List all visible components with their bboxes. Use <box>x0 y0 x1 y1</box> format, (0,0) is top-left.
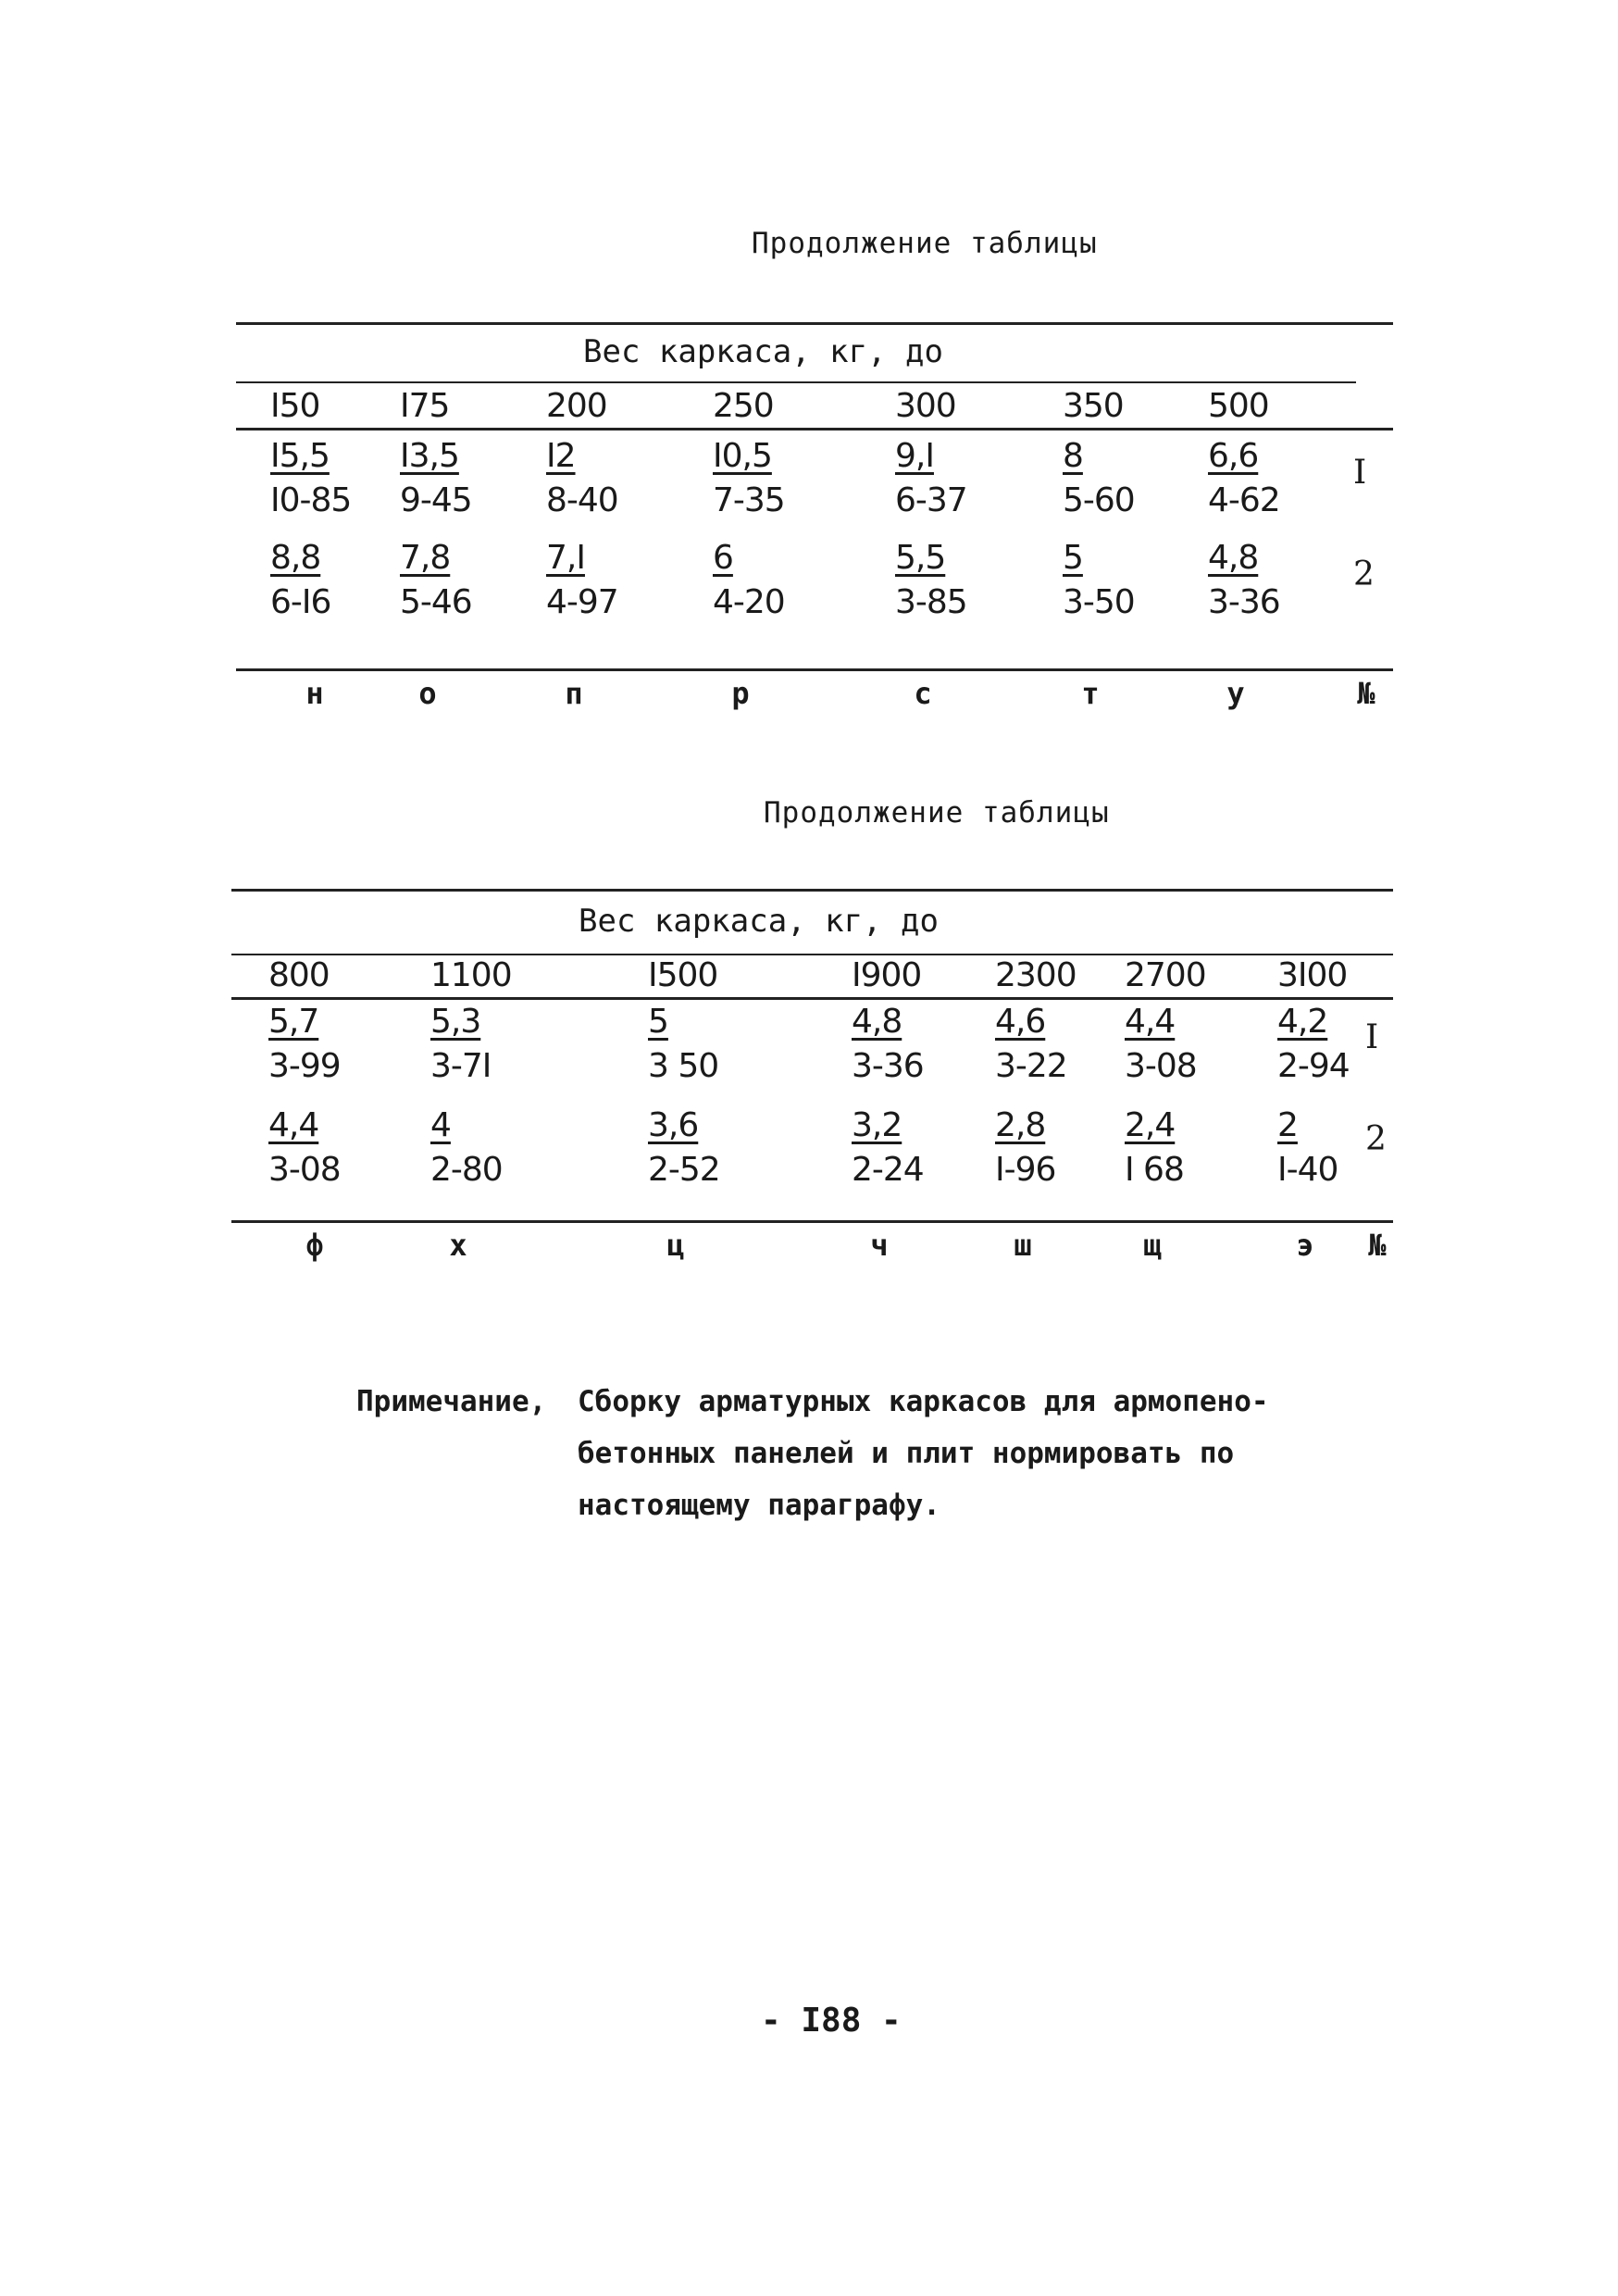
norm-value-top: 2 <box>1277 1106 1298 1144</box>
norm-value-bottom: 4-20 <box>713 583 785 621</box>
table2-bottom-rule <box>231 1220 1393 1223</box>
norm-value-top: 2,4 <box>1125 1106 1176 1144</box>
norm-value-bottom: 3-50 <box>1063 583 1135 621</box>
norm-value-bottom: 8-40 <box>546 481 618 519</box>
norm-value-bottom: 2-52 <box>648 1151 720 1189</box>
norm-value-top: 5,7 <box>268 1003 319 1041</box>
norm-value-bottom: 2-24 <box>852 1151 924 1189</box>
norm-value-bottom: 7-35 <box>713 481 785 519</box>
number-sign: № <box>1357 676 1375 711</box>
norm-value-bottom: 9-45 <box>400 481 472 519</box>
column-letter: н <box>305 676 324 711</box>
norm-value-bottom: 3-7I <box>430 1047 492 1085</box>
norm-value-top: 4,4 <box>1125 1003 1176 1041</box>
norm-value-top: 8,8 <box>270 539 321 577</box>
norm-value-top: 4,4 <box>268 1106 319 1144</box>
table1-title: Продолжение таблицы <box>752 227 1098 260</box>
weight-header-cell: 350 <box>1063 387 1124 425</box>
column-letter: п <box>565 676 583 711</box>
norm-value-top: 8 <box>1063 437 1083 475</box>
row-number: 2 <box>1365 1120 1387 1158</box>
column-letter: ч <box>870 1228 889 1263</box>
norm-value-bottom: 2-94 <box>1277 1047 1350 1085</box>
number-sign: № <box>1368 1228 1387 1263</box>
norm-value-bottom: 3-36 <box>852 1047 924 1085</box>
norm-value-bottom: 3 50 <box>648 1047 719 1085</box>
norm-value-bottom: I0-85 <box>270 481 352 519</box>
column-letter: щ <box>1143 1228 1162 1263</box>
table2-header: Вес каркаса, кг, до <box>579 903 939 940</box>
table1-header-rule <box>236 381 1356 383</box>
table2-header-rule <box>231 954 1393 955</box>
weight-header-cell: 500 <box>1208 387 1269 425</box>
column-letter: ш <box>1014 1228 1032 1263</box>
norm-value-top: 4,6 <box>995 1003 1046 1041</box>
weight-header-cell: 2700 <box>1125 956 1206 994</box>
weight-header-cell: 2300 <box>995 956 1077 994</box>
column-letter: о <box>418 676 437 711</box>
table1-weights-rule <box>236 428 1393 430</box>
norm-value-bottom: 4-62 <box>1208 481 1280 519</box>
note-line-1: Сборку арматурных каркасов для армопено- <box>578 1385 1269 1418</box>
norm-value-bottom: 3-36 <box>1208 583 1280 621</box>
weight-header-cell: I900 <box>852 956 922 994</box>
norm-value-bottom: 3-08 <box>1125 1047 1197 1085</box>
row-number: 2 <box>1353 555 1375 593</box>
norm-value-top: 6 <box>713 539 733 577</box>
norm-value-top: 5,3 <box>430 1003 481 1041</box>
weight-header-cell: 200 <box>546 387 607 425</box>
norm-value-top: I2 <box>546 437 576 475</box>
weight-header-cell: I500 <box>648 956 718 994</box>
column-letter: э <box>1296 1228 1314 1263</box>
norm-value-top: 7,8 <box>400 539 451 577</box>
weight-header-cell: 300 <box>895 387 956 425</box>
norm-value-bottom: 3-08 <box>268 1151 341 1189</box>
norm-value-bottom: I 68 <box>1125 1151 1184 1189</box>
weight-header-cell: 3I00 <box>1277 956 1348 994</box>
norm-value-bottom: 5-60 <box>1063 481 1135 519</box>
norm-value-bottom: 4-97 <box>546 583 618 621</box>
norm-value-bottom: I-96 <box>995 1151 1056 1189</box>
page-number: - I88 - <box>761 2002 902 2040</box>
norm-value-bottom: 5-46 <box>400 583 472 621</box>
row-number: I <box>1365 1018 1379 1056</box>
norm-value-top: 5 <box>1063 539 1083 577</box>
table2-title: Продолжение таблицы <box>764 796 1110 830</box>
column-letter: х <box>449 1228 467 1263</box>
note-label: Примечание, <box>356 1385 547 1418</box>
norm-value-top: 4,2 <box>1277 1003 1328 1041</box>
column-letter: р <box>731 676 750 711</box>
norm-value-top: 2,8 <box>995 1106 1046 1144</box>
norm-value-top: 7,I <box>546 539 585 577</box>
note-line-3: настоящему параграфу. <box>578 1489 940 1522</box>
column-letter: т <box>1081 676 1100 711</box>
table2-weights-rule <box>231 997 1393 1000</box>
norm-value-top: 3,2 <box>852 1106 902 1144</box>
table1-bottom-rule <box>236 668 1393 671</box>
table1-header: Вес каркаса, кг, до <box>583 333 943 370</box>
norm-value-bottom: 3-85 <box>895 583 967 621</box>
norm-value-bottom: 6-I6 <box>270 583 331 621</box>
norm-value-top: I3,5 <box>400 437 459 475</box>
weight-header-cell: 800 <box>268 956 330 994</box>
weight-header-cell: I75 <box>400 387 450 425</box>
norm-value-bottom: 3-99 <box>268 1047 341 1085</box>
norm-value-bottom: 2-80 <box>430 1151 503 1189</box>
norm-value-top: 4 <box>430 1106 451 1144</box>
row-number: I <box>1353 454 1367 492</box>
norm-value-bottom: 3-22 <box>995 1047 1067 1085</box>
norm-value-top: 5 <box>648 1003 668 1041</box>
table1-top-rule <box>236 322 1393 325</box>
norm-value-top: 5,5 <box>895 539 946 577</box>
norm-value-top: 4,8 <box>852 1003 902 1041</box>
weight-header-cell: I50 <box>270 387 320 425</box>
norm-value-bottom: I-40 <box>1277 1151 1338 1189</box>
weight-header-cell: 250 <box>713 387 774 425</box>
norm-value-top: 6,6 <box>1208 437 1259 475</box>
norm-value-top: I0,5 <box>713 437 772 475</box>
column-letter: ф <box>305 1228 324 1263</box>
norm-value-bottom: 6-37 <box>895 481 967 519</box>
norm-value-top: 3,6 <box>648 1106 699 1144</box>
column-letter: у <box>1226 676 1245 711</box>
norm-value-top: 4,8 <box>1208 539 1259 577</box>
norm-value-top: 9,I <box>895 437 934 475</box>
note-line-2: бетонных панелей и плит нормировать по <box>578 1437 1235 1470</box>
table2-top-rule <box>231 889 1393 892</box>
norm-value-top: I5,5 <box>270 437 330 475</box>
weight-header-cell: 1100 <box>430 956 512 994</box>
column-letter: ц <box>666 1228 685 1263</box>
column-letter: с <box>914 676 932 711</box>
